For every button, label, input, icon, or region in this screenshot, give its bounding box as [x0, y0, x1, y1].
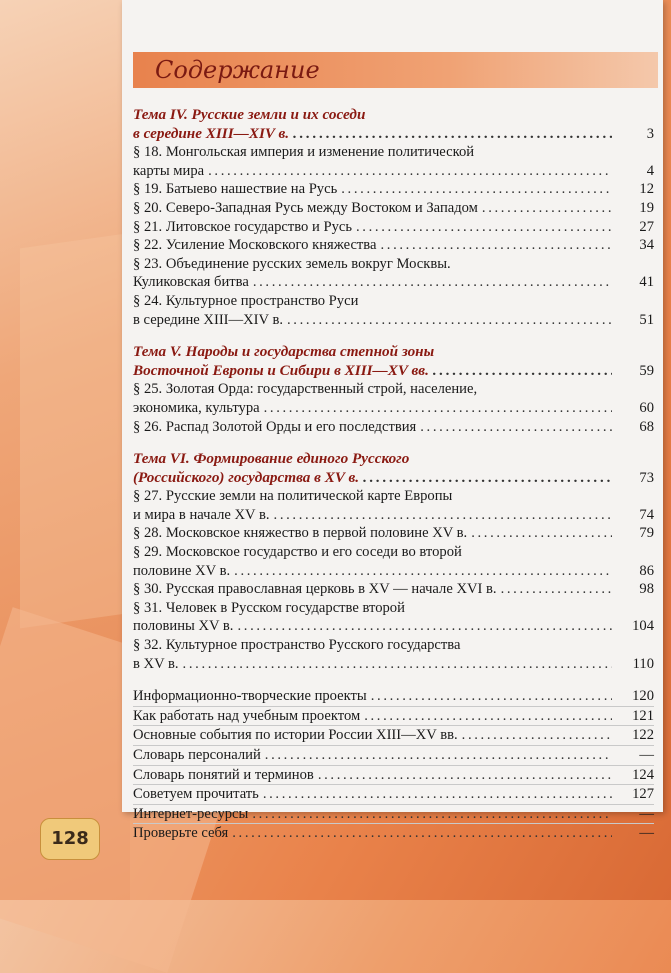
toc-entry: [133, 255, 654, 292]
entry-last-line: [133, 506, 654, 525]
entry-page-number: 74: [639, 506, 654, 523]
entry-page-number: 79: [639, 525, 654, 542]
dot-leader: [482, 199, 612, 218]
entry-last-line: [133, 125, 654, 144]
entry-last-line: [133, 418, 654, 437]
entry-title: § 26. Распад Золотой Орды и его последствия: [133, 418, 417, 435]
toc-entry: [133, 524, 654, 543]
entry-last-line: [133, 236, 654, 255]
entry-title: Словарь понятий и терминов: [133, 766, 314, 783]
toc-entry: [133, 804, 654, 824]
entry-title: Информационно-творческие проекты: [133, 688, 367, 705]
table-of-contents: [133, 106, 654, 843]
entry-title: половине XV в.: [133, 562, 231, 579]
entry-title: в XV в.: [133, 655, 179, 672]
entry-page-number: 120: [632, 688, 654, 705]
entry-title: Основные события по истории России XIII—XV вв.: [133, 727, 458, 744]
dot-leader: [232, 824, 612, 843]
dot-leader: [462, 726, 612, 745]
dot-leader: [274, 506, 612, 525]
entry-title: Советуем прочитать: [133, 786, 259, 803]
entry-title: § 20. Северо-Западная Русь между Востоком и Западом: [133, 199, 478, 216]
entry-title: в середине XIII—XIV в.: [133, 311, 283, 328]
dot-leader: [471, 524, 612, 543]
entry-title: § 28. Московское княжество в первой половине XV в.: [133, 525, 468, 542]
entry-title: половины XV в.: [133, 618, 234, 635]
entry-title: § 30. Русская православная церковь в XV — начале XVI в.: [133, 581, 497, 598]
entry-page-number: 12: [639, 181, 654, 198]
entry-title: Восточной Европы и Сибири в XIII—XV вв.: [133, 361, 429, 379]
entry-page-number: 27: [639, 218, 654, 235]
entry-last-line: [133, 824, 654, 843]
entry-page-number: 73: [639, 469, 654, 486]
entry-page-number: 34: [639, 237, 654, 254]
entry-title: Словарь персоналий: [133, 747, 261, 763]
entry-title: § 24. Культурное пространство Руси: [133, 292, 359, 309]
dot-leader: [183, 655, 612, 674]
toc-entry: [133, 418, 654, 437]
entry-last-line: [133, 199, 654, 218]
page-title: Содержание: [155, 56, 320, 84]
toc-entry: [133, 784, 654, 804]
entry-page-number: 3: [646, 125, 654, 142]
toc-entry: [133, 765, 654, 785]
dot-leader: [265, 746, 612, 765]
toc-entry: [133, 823, 654, 843]
entry-last-line: [133, 785, 654, 804]
toc-entry: [133, 725, 654, 745]
entry-title: (Российского) государства в XV в.: [133, 468, 360, 486]
dot-leader: [363, 469, 612, 488]
toc-entry: [133, 143, 654, 180]
entry-page-number: 110: [632, 655, 654, 672]
entry-last-line: [133, 707, 654, 726]
entry-title: § 23. Объединение русских земель вокруг Москвы.: [133, 255, 451, 272]
entry-page-number: 122: [632, 727, 654, 744]
toc-entry: [133, 199, 654, 218]
toc-entry: [133, 218, 654, 237]
entry-title: в середине XIII—XIV в.: [133, 124, 290, 142]
entry-last-line: [133, 746, 654, 765]
toc-entry: [133, 687, 654, 706]
entry-last-line: [133, 687, 654, 706]
entry-last-line: [133, 162, 654, 181]
entry-title: Проверьте себя: [133, 825, 229, 842]
entry-last-line: [133, 399, 654, 418]
toc-entry: [133, 543, 654, 580]
entry-title: § 32. Культурное пространство Русского государства: [133, 637, 461, 654]
toc-entry: [133, 487, 654, 524]
entry-title: карты мира: [133, 162, 205, 179]
dot-leader: [371, 687, 612, 706]
entry-last-line: [133, 362, 654, 381]
entry-last-line: [133, 273, 654, 292]
entry-last-line: [133, 469, 654, 488]
dot-leader: [237, 617, 612, 636]
toc-entry: [133, 180, 654, 199]
toc-entry: [133, 380, 654, 417]
toc-entry: [133, 236, 654, 255]
entry-page-number: —: [639, 825, 654, 842]
entry-title: Интернет-ресурсы: [133, 805, 249, 822]
entry-page-number: 86: [639, 562, 654, 579]
entry-title: § 18. Монгольская империя и изменение политической: [133, 144, 475, 161]
entry-page-number: 124: [632, 766, 654, 783]
entry-title: § 27. Русские земли на политической карте Европы: [133, 488, 453, 505]
entry-page-number: —: [639, 747, 654, 763]
dot-leader: [208, 162, 612, 181]
entry-page-number: 41: [639, 274, 654, 291]
entry-title: § 29. Московское государство и его соседи во второй: [133, 544, 462, 561]
entry-title: Куликовская битва: [133, 274, 249, 291]
page-number-badge: 128: [40, 818, 100, 860]
entry-title: Тема VI. Формирование единого Русского: [133, 450, 410, 468]
entry-last-line: [133, 562, 654, 581]
entry-page-number: 98: [639, 581, 654, 598]
entry-page-number: 121: [632, 707, 654, 724]
dot-leader: [380, 236, 612, 255]
topic-entry: [133, 106, 654, 143]
entry-last-line: [133, 218, 654, 237]
entry-title: и мира в начале XV в.: [133, 506, 270, 523]
dot-leader: [293, 125, 612, 144]
entry-title: § 25. Золотая Орда: государственный строй, население,: [133, 381, 478, 398]
toc-entry: [133, 292, 654, 329]
dot-leader: [253, 273, 612, 292]
entry-page-number: 59: [639, 362, 654, 379]
entry-title: § 22. Усиление Московского княжества: [133, 237, 377, 254]
entry-title: § 19. Батыево нашествие на Русь: [133, 181, 338, 198]
entry-title: § 31. Человек в Русском государстве второй: [133, 599, 405, 616]
toc-entry: [133, 580, 654, 599]
entry-title: § 21. Литовское государство и Русь: [133, 218, 352, 235]
dot-leader: [341, 180, 612, 199]
dot-leader: [318, 766, 612, 785]
entry-title: Как работать над учебным проектом: [133, 707, 361, 724]
toc-entry: [133, 599, 654, 636]
entry-title: экономика, культура: [133, 399, 260, 416]
dot-leader: [287, 311, 612, 330]
entry-last-line: [133, 617, 654, 636]
toc-entry: [133, 706, 654, 726]
entry-title: Тема V. Народы и государства степной зоны: [133, 343, 435, 361]
entry-page-number: —: [639, 805, 654, 822]
entry-page-number: 4: [646, 162, 654, 179]
dot-leader: [420, 418, 612, 437]
dot-leader: [234, 562, 612, 581]
entry-title: Тема IV. Русские земли и их соседи: [133, 106, 366, 123]
entry-page-number: 68: [639, 418, 654, 435]
toc-entry: [133, 636, 654, 673]
toc-entry: [133, 745, 654, 765]
entry-last-line: [133, 805, 654, 824]
dot-leader: [433, 362, 612, 381]
dot-leader: [252, 805, 612, 824]
dot-leader: [364, 707, 612, 726]
entry-page-number: 127: [632, 786, 654, 803]
entry-last-line: [133, 180, 654, 199]
entry-last-line: [133, 524, 654, 543]
entry-page-number: 104: [632, 618, 654, 635]
entry-page-number: 60: [639, 399, 654, 416]
entry-page-number: 51: [639, 311, 654, 328]
entry-last-line: [133, 580, 654, 599]
topic-entry: [133, 343, 654, 380]
entry-last-line: [133, 726, 654, 745]
entry-last-line: [133, 766, 654, 785]
entry-last-line: [133, 655, 654, 674]
entry-page-number: 19: [639, 199, 654, 216]
dot-leader: [263, 785, 612, 804]
dot-leader: [264, 399, 612, 418]
entry-last-line: [133, 311, 654, 330]
dot-leader: [356, 218, 612, 237]
dot-leader: [501, 580, 612, 599]
topic-entry: [133, 450, 654, 487]
